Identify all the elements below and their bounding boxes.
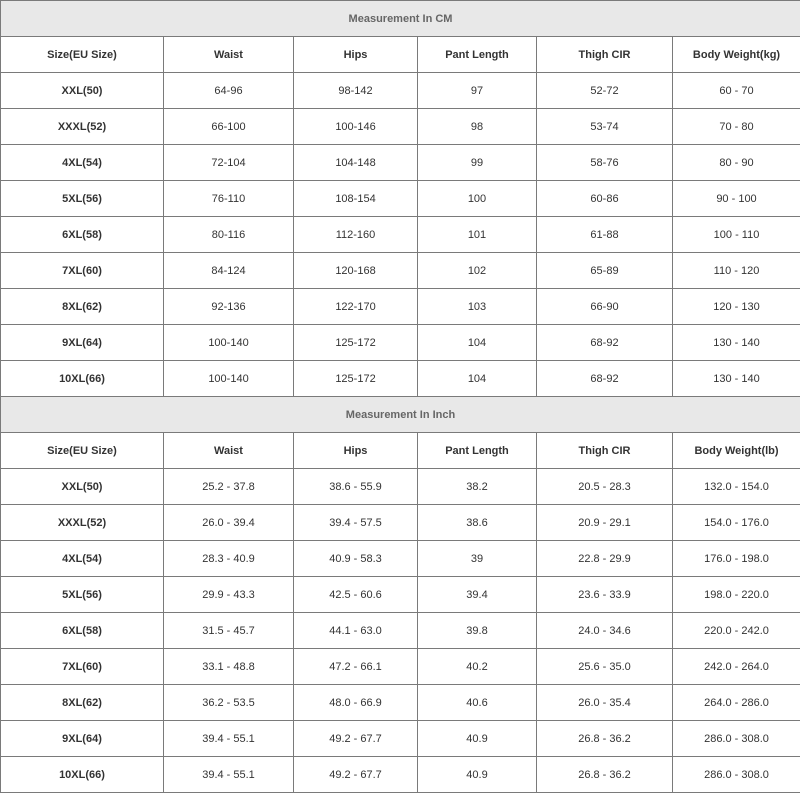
cell-size: 4XL(54) xyxy=(1,541,164,577)
cell-size: 9XL(64) xyxy=(1,325,164,361)
cell-size: 10XL(66) xyxy=(1,757,164,793)
cell-hips: 108-154 xyxy=(294,181,418,217)
cell-pant-length: 40.9 xyxy=(418,721,537,757)
cell-pant-length: 40.6 xyxy=(418,685,537,721)
cell-hips: 40.9 - 58.3 xyxy=(294,541,418,577)
table-row xyxy=(1,577,800,613)
cell-body-weight: 110 - 120 xyxy=(673,253,800,289)
cell-size: 9XL(64) xyxy=(1,721,164,757)
cell-hips: 49.2 - 67.7 xyxy=(294,757,418,793)
cell-body-weight: 242.0 - 264.0 xyxy=(673,649,800,685)
table-row xyxy=(1,253,800,289)
cell-body-weight: 130 - 140 xyxy=(673,325,800,361)
column-header-body-weight: Body Weight(lb) xyxy=(673,433,800,469)
cell-hips: 98-142 xyxy=(294,73,418,109)
cell-pant-length: 97 xyxy=(418,73,537,109)
cell-thigh-cir: 68-92 xyxy=(537,361,673,397)
table-row xyxy=(1,469,800,505)
cell-hips: 125-172 xyxy=(294,361,418,397)
cell-size: 5XL(56) xyxy=(1,577,164,613)
cell-waist: 84-124 xyxy=(164,253,294,289)
cell-size: 4XL(54) xyxy=(1,145,164,181)
column-header-size: Size(EU Size) xyxy=(1,433,164,469)
cell-body-weight: 100 - 110 xyxy=(673,217,800,253)
column-header-hips: Hips xyxy=(294,433,418,469)
cell-waist: 25.2 - 37.8 xyxy=(164,469,294,505)
cell-thigh-cir: 53-74 xyxy=(537,109,673,145)
table-row xyxy=(1,685,800,721)
cell-thigh-cir: 58-76 xyxy=(537,145,673,181)
table-row xyxy=(1,505,800,541)
cell-hips: 100-146 xyxy=(294,109,418,145)
cell-waist: 33.1 - 48.8 xyxy=(164,649,294,685)
cell-thigh-cir: 26.8 - 36.2 xyxy=(537,757,673,793)
cell-size: 7XL(60) xyxy=(1,253,164,289)
cell-waist: 72-104 xyxy=(164,145,294,181)
cell-body-weight: 70 - 80 xyxy=(673,109,800,145)
table-row xyxy=(1,73,800,109)
cell-hips: 38.6 - 55.9 xyxy=(294,469,418,505)
cell-waist: 29.9 - 43.3 xyxy=(164,577,294,613)
cell-waist: 76-110 xyxy=(164,181,294,217)
column-header-pant-length: Pant Length xyxy=(418,37,537,73)
cell-pant-length: 39.8 xyxy=(418,613,537,649)
cell-thigh-cir: 66-90 xyxy=(537,289,673,325)
cell-size: 8XL(62) xyxy=(1,685,164,721)
table-row xyxy=(1,325,800,361)
cell-thigh-cir: 68-92 xyxy=(537,325,673,361)
cell-thigh-cir: 26.0 - 35.4 xyxy=(537,685,673,721)
cell-thigh-cir: 20.5 - 28.3 xyxy=(537,469,673,505)
table-row xyxy=(1,541,800,577)
section-title-row xyxy=(1,397,800,433)
cell-size: 10XL(66) xyxy=(1,361,164,397)
cell-hips: 125-172 xyxy=(294,325,418,361)
cell-thigh-cir: 61-88 xyxy=(537,217,673,253)
cell-thigh-cir: 23.6 - 33.9 xyxy=(537,577,673,613)
cell-thigh-cir: 25.6 - 35.0 xyxy=(537,649,673,685)
column-header-size: Size(EU Size) xyxy=(1,37,164,73)
cell-pant-length: 104 xyxy=(418,361,537,397)
cell-body-weight: 176.0 - 198.0 xyxy=(673,541,800,577)
cell-pant-length: 104 xyxy=(418,325,537,361)
cell-hips: 104-148 xyxy=(294,145,418,181)
cell-body-weight: 198.0 - 220.0 xyxy=(673,577,800,613)
cell-waist: 36.2 - 53.5 xyxy=(164,685,294,721)
table-row xyxy=(1,217,800,253)
cell-hips: 112-160 xyxy=(294,217,418,253)
cell-thigh-cir: 24.0 - 34.6 xyxy=(537,613,673,649)
cell-thigh-cir: 60-86 xyxy=(537,181,673,217)
cell-body-weight: 154.0 - 176.0 xyxy=(673,505,800,541)
cell-waist: 66-100 xyxy=(164,109,294,145)
cell-hips: 42.5 - 60.6 xyxy=(294,577,418,613)
cell-size: XXXL(52) xyxy=(1,505,164,541)
cell-size: XXL(50) xyxy=(1,469,164,505)
cell-body-weight: 130 - 140 xyxy=(673,361,800,397)
cell-body-weight: 80 - 90 xyxy=(673,145,800,181)
section-title-row xyxy=(1,1,800,37)
cell-size: 8XL(62) xyxy=(1,289,164,325)
cell-hips: 47.2 - 66.1 xyxy=(294,649,418,685)
table-row xyxy=(1,361,800,397)
column-header-waist: Waist xyxy=(164,433,294,469)
cell-pant-length: 99 xyxy=(418,145,537,181)
table-row xyxy=(1,613,800,649)
table-row xyxy=(1,289,800,325)
cell-waist: 39.4 - 55.1 xyxy=(164,721,294,757)
cell-body-weight: 120 - 130 xyxy=(673,289,800,325)
cell-size: 6XL(58) xyxy=(1,217,164,253)
cell-body-weight: 286.0 - 308.0 xyxy=(673,721,800,757)
cell-waist: 100-140 xyxy=(164,361,294,397)
cell-size: 6XL(58) xyxy=(1,613,164,649)
cell-body-weight: 60 - 70 xyxy=(673,73,800,109)
column-header-thigh-cir: Thigh CIR xyxy=(537,433,673,469)
cell-pant-length: 38.2 xyxy=(418,469,537,505)
section-title: Measurement In CM xyxy=(1,1,800,37)
cell-body-weight: 220.0 - 242.0 xyxy=(673,613,800,649)
cell-waist: 39.4 - 55.1 xyxy=(164,757,294,793)
table-row xyxy=(1,649,800,685)
cell-hips: 120-168 xyxy=(294,253,418,289)
column-header-hips: Hips xyxy=(294,37,418,73)
cell-thigh-cir: 22.8 - 29.9 xyxy=(537,541,673,577)
cell-pant-length: 102 xyxy=(418,253,537,289)
table-row xyxy=(1,721,800,757)
cell-size: XXL(50) xyxy=(1,73,164,109)
header-row xyxy=(1,37,800,73)
cell-waist: 64-96 xyxy=(164,73,294,109)
header-row xyxy=(1,433,800,469)
column-header-body-weight: Body Weight(kg) xyxy=(673,37,800,73)
cell-waist: 31.5 - 45.7 xyxy=(164,613,294,649)
cell-pant-length: 40.9 xyxy=(418,757,537,793)
table-row xyxy=(1,145,800,181)
table-row xyxy=(1,757,800,793)
cell-body-weight: 286.0 - 308.0 xyxy=(673,757,800,793)
cell-body-weight: 264.0 - 286.0 xyxy=(673,685,800,721)
cell-waist: 100-140 xyxy=(164,325,294,361)
cell-pant-length: 39.4 xyxy=(418,577,537,613)
cell-pant-length: 103 xyxy=(418,289,537,325)
column-header-pant-length: Pant Length xyxy=(418,433,537,469)
cell-size: 7XL(60) xyxy=(1,649,164,685)
cell-waist: 26.0 - 39.4 xyxy=(164,505,294,541)
cell-waist: 92-136 xyxy=(164,289,294,325)
cell-pant-length: 101 xyxy=(418,217,537,253)
cell-pant-length: 40.2 xyxy=(418,649,537,685)
cell-size: XXXL(52) xyxy=(1,109,164,145)
cell-hips: 49.2 - 67.7 xyxy=(294,721,418,757)
cell-hips: 122-170 xyxy=(294,289,418,325)
cell-size: 5XL(56) xyxy=(1,181,164,217)
cell-hips: 39.4 - 57.5 xyxy=(294,505,418,541)
cell-thigh-cir: 65-89 xyxy=(537,253,673,289)
section-title: Measurement In Inch xyxy=(1,397,800,433)
cell-pant-length: 38.6 xyxy=(418,505,537,541)
cell-thigh-cir: 52-72 xyxy=(537,73,673,109)
cell-thigh-cir: 20.9 - 29.1 xyxy=(537,505,673,541)
cell-hips: 44.1 - 63.0 xyxy=(294,613,418,649)
cell-body-weight: 90 - 100 xyxy=(673,181,800,217)
cell-waist: 80-116 xyxy=(164,217,294,253)
column-header-waist: Waist xyxy=(164,37,294,73)
cell-pant-length: 98 xyxy=(418,109,537,145)
cell-pant-length: 100 xyxy=(418,181,537,217)
cell-body-weight: 132.0 - 154.0 xyxy=(673,469,800,505)
table-row xyxy=(1,109,800,145)
cell-pant-length: 39 xyxy=(418,541,537,577)
cell-waist: 28.3 - 40.9 xyxy=(164,541,294,577)
cell-thigh-cir: 26.8 - 36.2 xyxy=(537,721,673,757)
table-row xyxy=(1,181,800,217)
column-header-thigh-cir: Thigh CIR xyxy=(537,37,673,73)
cell-hips: 48.0 - 66.9 xyxy=(294,685,418,721)
